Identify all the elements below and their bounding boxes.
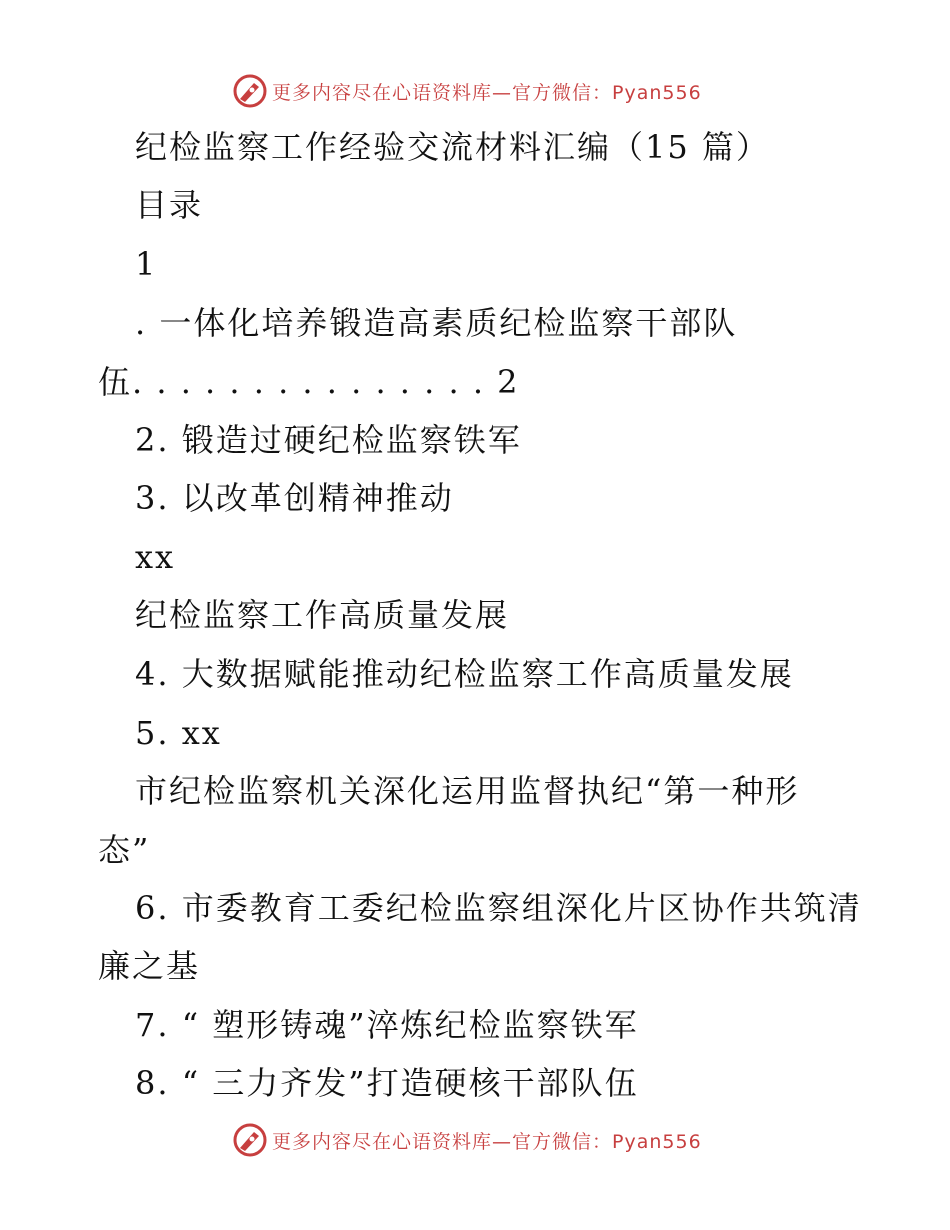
toc-line: 8. “ 三力齐发”打造硬核干部队伍 — [135, 1064, 639, 1102]
toc-line: 态” — [98, 831, 151, 869]
toc-line: 4. 大数据赋能推动纪检监察工作高质量发展 — [135, 655, 794, 693]
toc-line: 廉之基 — [98, 947, 201, 985]
toc-line: 市纪检监察机关深化运用监督执纪“第一种形 — [135, 772, 800, 810]
toc-line: 1 — [135, 245, 158, 283]
toc-heading: 目录 — [135, 186, 204, 224]
toc-line: 6. 市委教育工委纪检监察组深化片区协作共筑清 — [135, 889, 862, 927]
toc-line: 3. 以改革创精神推动 — [135, 479, 454, 517]
header-watermark — [232, 71, 702, 111]
footer-watermark — [232, 1120, 702, 1160]
toc-line: 5. xx — [135, 714, 222, 752]
document-title: 纪检监察工作经验交流材料汇编（15 篇） — [135, 128, 770, 166]
toc-line: 纪检监察工作高质量发展 — [135, 596, 510, 634]
watermark-text: 更多内容尽在心语资料库—官方微信：Pyan556 — [272, 1130, 702, 1153]
toc-line: 7. “ 塑形铸魂”淬炼纪检监察铁军 — [135, 1006, 639, 1044]
watermark-text: 更多内容尽在心语资料库—官方微信：Pyan556 — [272, 81, 702, 104]
pen-logo-icon — [232, 1122, 268, 1158]
pen-logo-icon — [232, 73, 268, 109]
toc-line: . 一体化培养锻造高素质纪检监察干部队 — [135, 304, 738, 342]
toc-line: 2. 锻造过硬纪检监察铁军 — [135, 421, 522, 459]
toc-line: xx — [135, 538, 176, 576]
toc-line: 伍. . . . . . . . . . . . . . . 2 — [98, 363, 520, 401]
